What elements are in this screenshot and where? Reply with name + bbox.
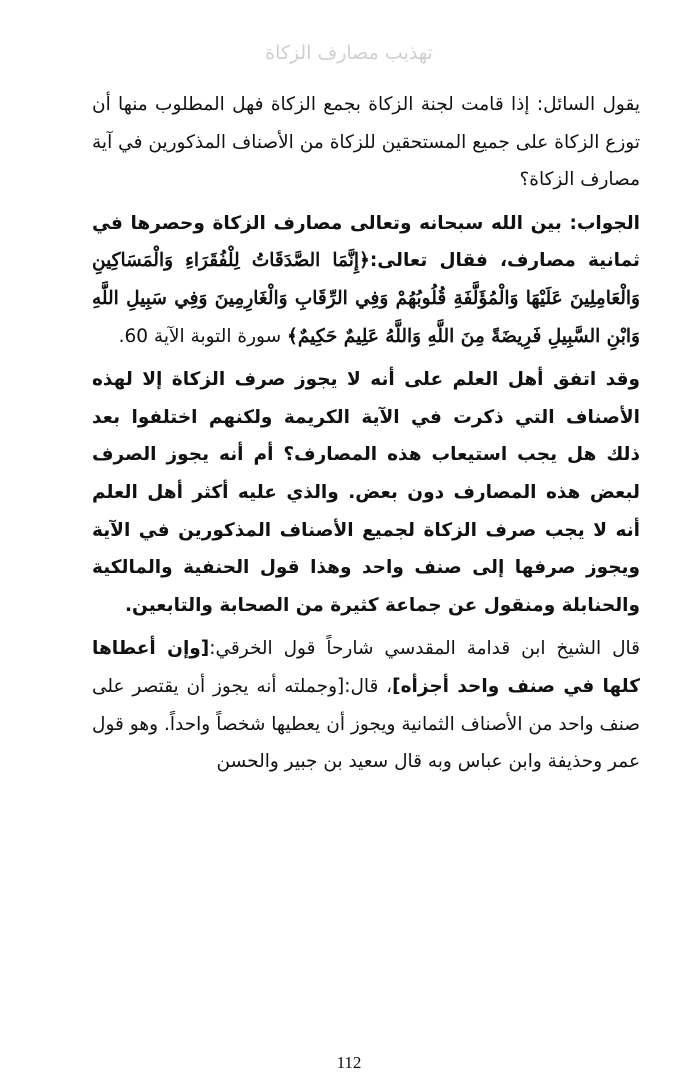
quote-paragraph: [92, 630, 640, 780]
quote-first: [وإن أعطاها كلها في صنف واحد أجزأه]: [92, 638, 640, 697]
running-header: تهذيب مصارف الزكاة: [265, 42, 433, 64]
quran-verse: إِنَّمَا الصَّدَقَاتُ لِلْفُقَرَاءِ وَالْمَسَاكِينِ وَالْعَامِلِينَ عَلَيْهَا وَالْمُؤَلَّفَةِ قُلُوبُهُمْ وَفِي الرِّقَابِ وَالْغَارِمِينَ وَفِي سَبِيلِ اللَّهِ وَابْنِ السَّبِيلِ فَرِيضَةً مِنَ اللَّهِ وَاللَّهُ عَلِيمٌ حَكِيمٌ: [92, 250, 640, 347]
page-number: 112: [336, 1053, 362, 1072]
answer-paragraph: [92, 205, 640, 355]
quran-close-bracket: ﴾: [286, 325, 298, 347]
quote-mid: ، قال:: [344, 675, 393, 697]
question-paragraph: يقول السائل: إذا قامت لجنة الزكاة بجمع الزكاة فهل المطلوب منها أن توزع الزكاة على جميع المستحقين للزكاة من الأصناف المذكورين في آية مصارف الزكاة؟: [92, 94, 640, 191]
quote-second: [وجملته أنه يجوز أن يقتصر على صنف واحد من الأصناف الثمانية ويجوز أن يعطيها شخصاً واحداً. وهو قول عمر وحذيفة وابن عباس وبه قال سعيد بن جبير والحسن: [92, 675, 640, 773]
quran-open-bracket: ﴿: [359, 250, 370, 272]
page-body: [92, 86, 640, 781]
answer-intro: الجواب: بين الله سبحانه وتعالى مصارف الزكاة وحصرها في ثمانية مصارف، فقال تعالى:: [92, 212, 640, 272]
agreement-paragraph: وقد اتفق أهل العلم على أنه لا يجوز صرف الزكاة إلا لهذه الأصناف التي ذكرت في الآية الكريمة ولكنهم اختلفوا بعد ذلك هل يجب استيعاب هذه المصارف؟ أم أنه يجوز الصرف لبعض هذه المصارف دون بعض. والذي عليه أكثر أهل العلم أنه لا يجب صرف الزكاة لجميع الأصناف المذكورين في الآية ويجوز صرفها إلى صنف واحد وهذا قول الحنفية والمالكية والحنابلة ومنقول عن جماعة كثيرة من الصحابة والتابعين.: [92, 369, 640, 616]
quote-lead: قال الشيخ ابن قدامة المقدسي شارحاً قول الخرقي:: [209, 638, 641, 660]
quran-reference: سورة التوبة الآية 60.: [118, 325, 287, 347]
